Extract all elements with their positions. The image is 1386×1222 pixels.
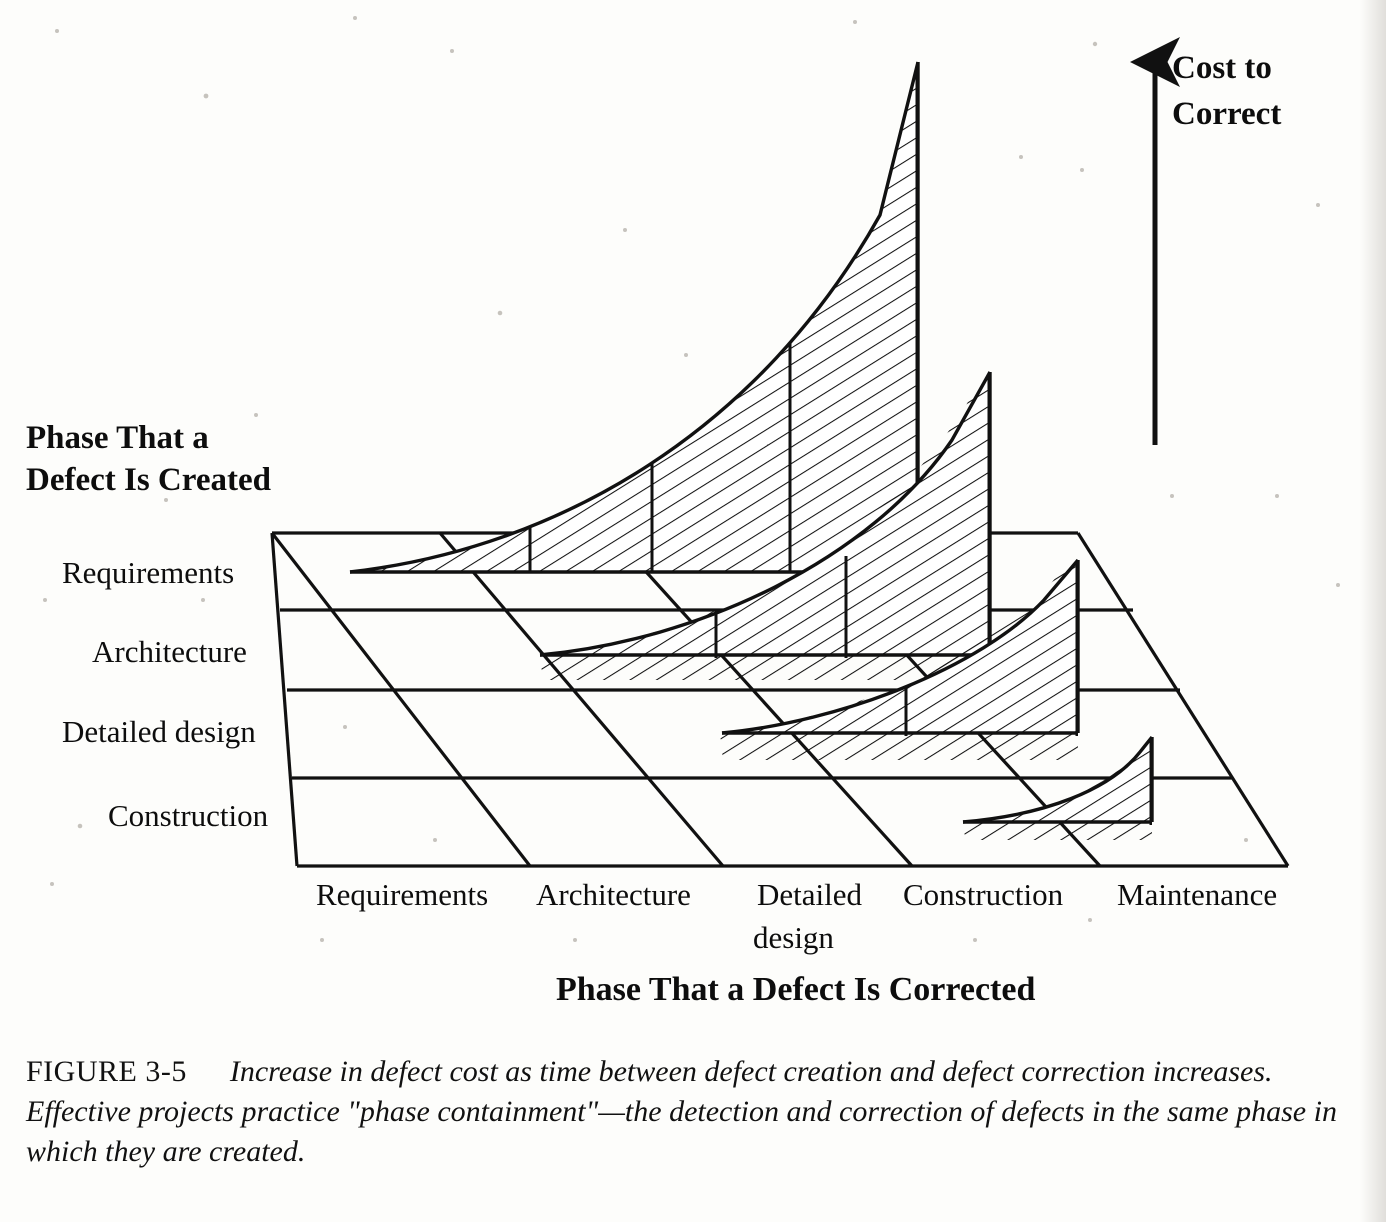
x-tick-maintenance: Maintenance: [1117, 877, 1278, 912]
area-requirements-created: [340, 50, 940, 590]
depth-axis-title-line1: Phase That a: [26, 420, 209, 456]
cost-axis-title-line1: Cost to: [1172, 50, 1272, 86]
x-tick-design: design: [753, 920, 834, 955]
cost-axis-title-line2: Correct: [1172, 96, 1282, 132]
depth-axis-title-line2: Defect Is Created: [26, 462, 271, 498]
x-tick-requirements: Requirements: [316, 877, 489, 912]
x-tick-architecture: Architecture: [536, 877, 691, 912]
x-tick-detailed: Detailed: [757, 877, 863, 912]
depth-tick-architecture: Architecture: [92, 634, 247, 669]
depth-tick-detailed-design: Detailed design: [62, 714, 256, 749]
depth-tick-construction: Construction: [108, 798, 269, 833]
depth-tick-requirements: Requirements: [62, 555, 235, 590]
figure-caption: [26, 1052, 1362, 1172]
figure-caption-text: Increase in defect cost as time between defect creation and defect correction increases. Effective projects practice "phase containment"—the detection and correction of defects in the same phase in which they are created.: [26, 1055, 1337, 1168]
x-tick-construction: Construction: [903, 877, 1064, 912]
figure-number: FIGURE 3-5: [26, 1055, 187, 1088]
x-axis-title: Phase That a Defect Is Corrected: [556, 971, 1036, 1008]
